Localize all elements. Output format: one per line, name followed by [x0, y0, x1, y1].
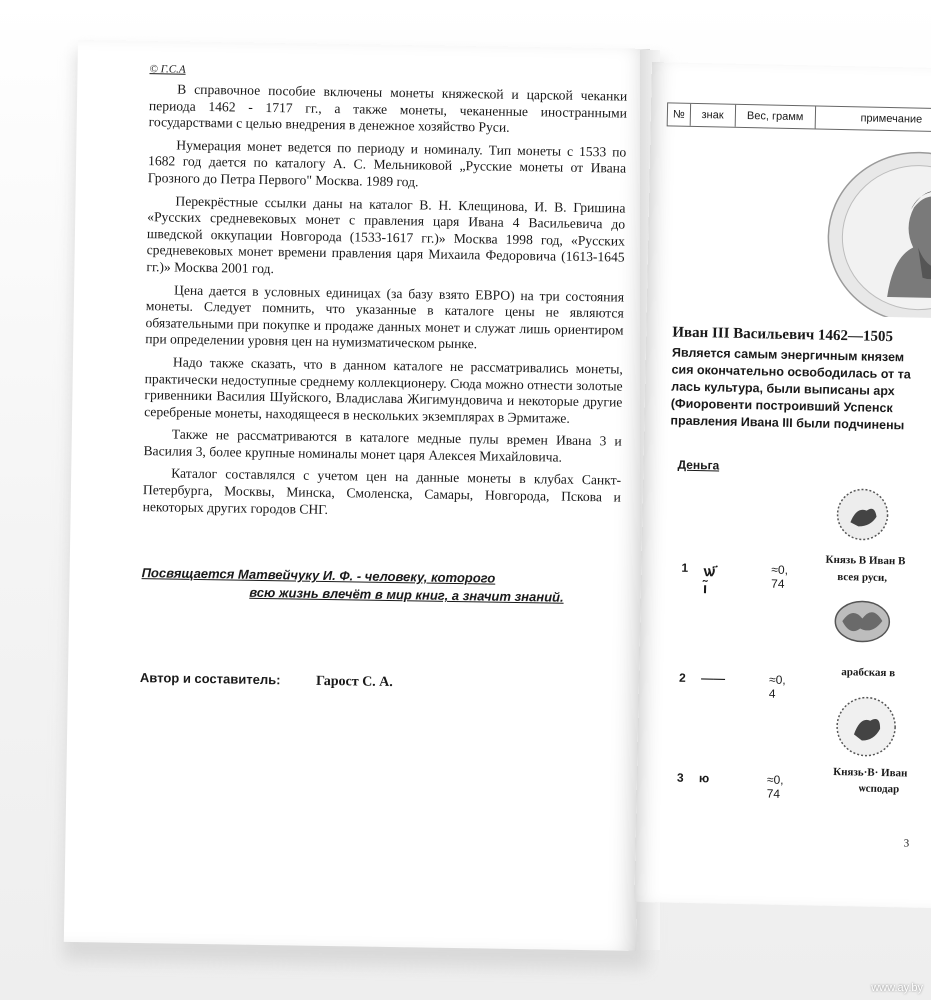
copyright-mark: © Г.С.А	[149, 63, 186, 76]
coin-3-legend-2: ѡсподар	[858, 782, 900, 796]
author-label: Автор и составитель:	[139, 670, 281, 688]
paragraph-references: Перекрёстные ссылки даны на каталог В. Н. Клещинова, И. В. Гришина «Русских средневековых монет с правления царя Ивана 4 Васильевича до шведской оккупации Новгорода (1533-1617 гг.)» Москва 1998 год, «Русских средневековых монет времени правления царя Михаила Федоровича (1613-1645 гг.)» Москва 2001 год.	[146, 193, 626, 277]
coin-3-legend: Князь·В· Иван	[833, 765, 908, 780]
portrait-medallion-image	[817, 146, 931, 319]
paragraph-intro: В справочное пособие включены монеты княжеской и царской чеканки периода 1462 - 1717 гг., а также монеты, чеканенные иностранными государствами с целью внедрения в денежное хозяйство Руси.	[148, 81, 628, 135]
right-page	[634, 62, 931, 908]
coin-weight: ≈0, 74	[766, 772, 784, 801]
left-page	[64, 40, 650, 951]
header-note: примечание	[816, 106, 931, 131]
coin-number: 3	[676, 770, 684, 785]
paragraph-prices: Цена дается в условных единицах (за базу взято ЕВРО) на три состояния монеты. Следует помнить, что указанные в каталоге цены не являются обязательными при покупке и продаже данных монет и служат лишь ориентиром при определении уровня цен на нумизматическом рынке.	[145, 282, 625, 352]
coin-2-legend: арабская в	[841, 666, 896, 680]
coin-1-legend: Князь В Иван В	[825, 553, 906, 568]
coin-weight: ≈0, 74	[770, 562, 789, 591]
coin-weight: ≈0, 4	[768, 672, 786, 701]
coin-1-legend-2: всея руси,	[837, 570, 888, 585]
coin-number: 2	[678, 670, 686, 685]
header-weight: Вес, грамм	[735, 105, 816, 129]
dedication-line-1: Посвящается Матвейчуку И. Ф. - человеку, которого	[141, 565, 496, 586]
header-sign: знак	[691, 104, 736, 127]
section-line: (Фиоровенти построивший Успенск	[670, 396, 893, 416]
paragraph-clubs: Каталог составлялся с учетом цен на данные монеты в клубах Санкт-Петербурга, Москвы, Минска, Смоленска, Самары, Новгорода, Пскова и некоторых других городов СНГ.	[142, 465, 622, 517]
section-title: Иван III Васильевич 1462—1505	[672, 324, 894, 346]
coin-sign: ю	[698, 771, 710, 786]
watermark: www.ay.by	[871, 982, 923, 994]
author-name: Гарост С. А.	[315, 674, 393, 691]
section-line: лась культура, были выписаны арх	[671, 379, 895, 399]
denomination-heading: Деньга	[677, 457, 720, 473]
header-number: №	[668, 103, 691, 125]
coin-sign: ѡ҃ ı̃	[702, 563, 716, 598]
coin-3-image	[833, 694, 898, 759]
section-description	[670, 344, 931, 435]
coin-number: 1	[681, 560, 689, 575]
paragraph-copper: Также не рассматриваются в каталоге медные пулы времен Ивана 3 и Василия 3, более крупные номиналы монет царя Алексея Михайловича.	[143, 426, 622, 465]
author-credit	[140, 670, 618, 695]
catalog-table-header	[667, 102, 931, 132]
paragraph-numbering: Нумерация монет ведется по периоду и номиналу. Тип монеты с 1533 по 1682 год дается по каталогу А. С. Мельниковой „Русские монеты от Ивана Грозного до Петра Первого" Москва. 1989 год.	[147, 137, 627, 190]
section-line: сия окончательно освободилась от та	[671, 362, 911, 382]
coin-1-image	[832, 486, 893, 542]
page-number: 3	[903, 837, 910, 850]
section-line: Является самым энергичным князем	[671, 345, 905, 365]
dedication	[141, 565, 619, 606]
paragraph-exclusions: Надо также сказать, что в данном каталоге не рассматривались монеты, практически недоступные среднему коллекционеру. Сюда можно отнести золотые гривенники Василия Шуйского, Владислава Жигимундовича и некоторые другие серебреные монеты, находящееся в нескольких экземплярах в Эрмитаже.	[144, 354, 624, 426]
dedication-line-2: всю жизнь влечёт в мир книг, а значит знаний.	[249, 585, 564, 605]
coin-2-image	[832, 596, 893, 647]
section-line: правления Ивана III были подчинены	[670, 413, 905, 433]
coin-sign: ——	[700, 671, 726, 686]
